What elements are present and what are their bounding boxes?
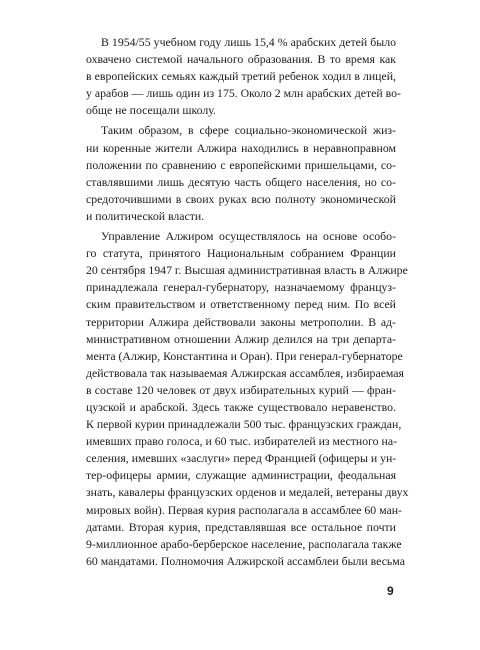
text-line: охвачено системой начального образования. В то время как xyxy=(86,52,396,67)
text-line: и политической власти. xyxy=(86,208,205,223)
text-line: го статута, принятого Национальным собранием Франции xyxy=(86,246,396,261)
text-line: ским правительством и ответственному перед ним. По всей xyxy=(86,297,396,312)
text-line: В 1954/55 учебном году лишь 15,4 % арабских детей было xyxy=(101,35,396,49)
text-line: положении по сравнению с европейскими пришельцами, со- xyxy=(86,157,396,172)
paragraph xyxy=(86,34,401,119)
text-line: мента (Алжир, Константина и Оран). При генерал-губернаторе xyxy=(86,348,403,363)
text-line: средоточившими в своих руках всю полноту экономической xyxy=(86,191,396,206)
text-line: имевших право голоса, и 60 тыс. избирателей из местного на- xyxy=(86,434,398,449)
text-line: министративном отношении Алжир делился на три департа- xyxy=(86,331,396,346)
text-line: 20 сентября 1947 г. Высшая административная власть в Алжире xyxy=(86,263,408,278)
paragraph xyxy=(86,122,396,225)
text-line: территории Алжира действовали законы метрополии. В ад- xyxy=(86,314,396,329)
text-line: в европейских семьях каждый третий ребенок ходил в лицей, xyxy=(86,69,396,84)
text-line: Таким образом, в сфере социально-экономической жиз- xyxy=(101,123,396,138)
text-line: ставлявшими лишь десятую часть общего населения, но со- xyxy=(86,174,396,189)
text-line: селения, имевших «заслуги» перед Францией (офицеры и ун- xyxy=(86,451,397,466)
text-line: К первой курии принадлежали 500 тыс. французских граждан, xyxy=(86,417,402,432)
text-line: датами. Вторая курия, представлявшая все остальное почти xyxy=(86,519,396,534)
text-line: цузской и арабской. Здесь также существовало неравенство. xyxy=(86,399,396,414)
text-line: в составе 120 человек от двух избирательных курий — фран- xyxy=(86,382,396,397)
text-line: мировых войн). Первая курия располагала в ассамблее 60 ман- xyxy=(86,502,402,517)
page-number: 9 xyxy=(387,584,394,598)
text-line: 60 мандатами. Полномочия Алжирской ассамблеи были весьма xyxy=(86,553,405,568)
text-line: обще не посещали школу. xyxy=(86,103,216,118)
paragraph xyxy=(86,228,409,570)
text-line: ни коренные жители Алжира находились в неравноправном xyxy=(86,140,396,155)
text-line: знать, кавалеры французских орденов и медалей, ветераны двух xyxy=(86,485,409,500)
text-line: принадлежала генерал-губернатору, назначаемому француз- xyxy=(86,280,396,295)
body-text xyxy=(86,34,409,573)
text-line: действовала так называемая Алжирская ассамблея, избираемая xyxy=(86,365,404,380)
text-line: Управление Алжиром осуществлялось на основе особо- xyxy=(101,229,396,244)
text-line: 9-миллионное арабо-берберское население, располагала также xyxy=(86,536,402,551)
text-line: тер-офицеры армии, служащие администрации, феодальная xyxy=(86,468,396,483)
text-line: у арабов — лишь один из 175. Около 2 млн арабских детей во- xyxy=(86,86,401,101)
